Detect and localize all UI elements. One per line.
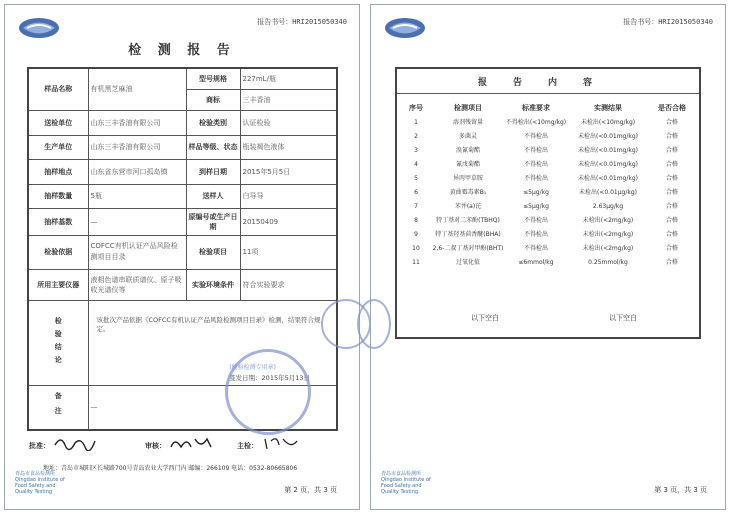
row-verdict: 合格: [665, 160, 678, 168]
remark-label: 备注: [28, 385, 88, 430]
reviewer-label: 审核：: [145, 442, 166, 450]
sample-base-label: 抽样基数: [28, 209, 88, 236]
row-verdict: 合格: [665, 146, 678, 154]
results-frame: [395, 67, 701, 339]
row-item: 异丙甲草胺: [452, 174, 483, 182]
sign-date: 签发日期：2015年5月13日: [229, 373, 310, 382]
results-table: [401, 101, 695, 269]
row-number: 10: [412, 244, 420, 252]
row-result: 未检出(<0.01mg/kg): [577, 132, 639, 140]
row-item: 过氧化值: [455, 258, 480, 266]
row-number: 9: [414, 230, 418, 238]
lab-address: 地址：青岛市城阳区长城路700号青岛农业大学西门内 邮编：266109 电话：0532-80665806: [43, 465, 298, 472]
row-number: 7: [414, 202, 418, 210]
table-row: [401, 227, 695, 241]
page-number: 第 2 页，共 3 页: [284, 486, 337, 494]
row-result: 未检出(<0.01mg/kg): [577, 146, 639, 154]
table-row: [401, 199, 695, 213]
model-label: 型号规格: [186, 68, 240, 89]
sample-qty-label: 抽样数量: [28, 184, 88, 209]
table-row: [401, 255, 695, 269]
equipment-label: 所用主要仪器: [28, 269, 88, 300]
row-result: 未检出(<0.01mg/kg): [577, 160, 639, 168]
row-result: 未检出(<2mg/kg): [582, 230, 634, 238]
trademark-value: 三丰香油: [240, 89, 337, 110]
blank-note-right: 以下空白: [609, 314, 637, 322]
footer-logo: 青岛市食品检测所 Qingdao Institute of Food Safety and Quality Testing: [15, 471, 65, 495]
row-verdict: 合格: [665, 174, 678, 182]
row-standard: 不得检出: [523, 160, 548, 168]
row-verdict: 合格: [665, 132, 678, 140]
header-standard: 标准要求: [522, 104, 550, 112]
table-row: [401, 115, 695, 129]
row-standard: 不得检出: [523, 244, 548, 252]
row-item: 2,6-二叔丁基对甲酚(BHT): [432, 244, 504, 252]
test-basis-value: COFCC有机认证产品风险检测项目目录: [88, 236, 186, 270]
sender-value: 山东三丰香油有限公司: [88, 110, 186, 135]
row-result: 未检出(<2mg/kg): [582, 244, 634, 252]
trademark-label: 商标: [186, 89, 240, 110]
row-result: 2.63μg/kg: [592, 202, 624, 210]
inspector-signature: [261, 435, 301, 451]
row-number: 3: [414, 146, 418, 154]
sampler-label: 送样人: [186, 184, 240, 209]
row-number: 5: [414, 174, 418, 182]
header-verdict: 是否合格: [658, 104, 686, 112]
approver-signature: [53, 435, 97, 451]
title-divider: [397, 93, 699, 94]
row-number: 8: [414, 216, 418, 224]
sample-base-value: —: [88, 209, 186, 236]
row-verdict: 合格: [665, 230, 678, 238]
report-page-2: [4, 4, 360, 510]
results-header-row: [401, 101, 695, 115]
conclusion-text: 该批次产品依据《COFCC有机认证产品风险检测项目目录》检测，结果符合规定。: [96, 315, 321, 333]
model-value: 227mL/瓶: [240, 68, 337, 89]
table-row: [401, 185, 695, 199]
sample-place-label: 抽样地点: [28, 160, 88, 185]
row-standard: 不得检出(<10mg/kg): [505, 118, 567, 126]
row-result: 未检出(<0.01μg/kg): [579, 188, 637, 196]
row-standard: 不得检出: [523, 132, 548, 140]
test-items-value: 11项: [240, 236, 337, 270]
row-verdict: 合格: [665, 118, 678, 126]
producer-value: 山东三丰香油有限公司: [88, 135, 186, 160]
row-item: 苯并(a)芘: [454, 202, 482, 210]
approver-label: 批准：: [29, 442, 50, 450]
grade-label: 样品等级、状态: [186, 135, 240, 160]
test-items-label: 检验项目: [186, 236, 240, 270]
row-item: 氰戊菊酯: [455, 160, 480, 168]
report-page-3: [370, 4, 726, 510]
row-item: 多菌灵: [458, 132, 477, 140]
reviewer-signature: [169, 435, 213, 451]
sample-qty-value: 5瓶: [88, 184, 186, 209]
row-item: 溴氰菊酯: [455, 146, 480, 154]
sample-name-value: 有机黑芝麻油: [88, 68, 186, 110]
equipment-value: 液相色谱串联质谱仪、原子吸收光谱仪等: [88, 269, 186, 300]
row-standard: 不得检出: [523, 174, 548, 182]
row-number: 6: [414, 188, 418, 196]
producer-label: 生产单位: [28, 135, 88, 160]
results-title: 报告内容: [477, 78, 618, 88]
row-standard: 不得检出: [523, 216, 548, 224]
institute-logo: [17, 15, 61, 41]
test-type-value: 认证检验: [240, 110, 337, 135]
row-verdict: 合格: [665, 244, 678, 252]
stamp-text: (检验检测专用章): [229, 363, 276, 371]
row-item: 特丁基对二苯酚(TBHQ): [436, 216, 500, 224]
page-number: 第 3 页，共 3 页: [654, 486, 707, 494]
test-basis-label: 检验依据: [28, 236, 88, 270]
batch-value: 20150409: [240, 209, 337, 236]
footer-logo: 青岛市食品检测所 Qingdao Institute of Food Safety and Quality Testing: [381, 471, 431, 495]
seam-seal: [357, 299, 391, 349]
report-number: 报告书号：HRI2015050340: [623, 18, 713, 26]
grade-value: 瓶装褐色液体: [240, 135, 337, 160]
row-number: 2: [414, 132, 418, 140]
remark-value: —: [88, 385, 337, 430]
row-item: 特丁基羟基茴香醚(BHA): [435, 230, 501, 238]
sender-label: 送检单位: [28, 110, 88, 135]
environment-value: 符合实验要求: [240, 269, 337, 300]
header-item: 检测项目: [454, 104, 482, 112]
header-no: 序号: [409, 104, 423, 112]
row-item: 黄曲霉毒素B₁: [449, 188, 487, 196]
table-row: [401, 143, 695, 157]
sample-place-value: 山东省东营市河口孤岛镇: [88, 160, 186, 185]
arrival-date-value: 2015年5月5日: [240, 160, 337, 185]
row-verdict: 合格: [665, 258, 678, 266]
row-number: 11: [412, 258, 420, 266]
table-row: [401, 213, 695, 227]
row-result: 未检出(<10mg/kg): [580, 118, 636, 126]
header-result: 实测结果: [594, 104, 622, 112]
row-result: 0.25mmol/kg: [588, 258, 628, 266]
inspector-label: 主检：: [237, 442, 258, 450]
environment-label: 实验环境条件: [186, 269, 240, 300]
sample-name-label: 样品名称: [28, 68, 88, 110]
table-row: [401, 157, 695, 171]
arrival-date-label: 到样日期: [186, 160, 240, 185]
row-number: 1: [414, 118, 418, 126]
test-type-label: 检验类别: [186, 110, 240, 135]
row-standard: ≤6mmol/kg: [518, 258, 554, 266]
sampler-value: 白导导: [240, 184, 337, 209]
blank-note-left: 以下空白: [471, 314, 499, 322]
row-standard: 不得检出: [523, 146, 548, 154]
row-verdict: 合格: [665, 216, 678, 224]
report-number: 报告书号：HRI2015050340: [257, 18, 347, 26]
row-verdict: 合格: [665, 188, 678, 196]
batch-label: 原编号或生产日期: [186, 209, 240, 236]
table-row: [401, 171, 695, 185]
report-title: 检 测 报 告: [128, 43, 236, 58]
inspection-seal: [225, 349, 311, 435]
row-standard: ≤5μg/kg: [523, 202, 549, 210]
table-row: [401, 241, 695, 255]
row-result: 未检出(<2mg/kg): [582, 216, 634, 224]
table-row: [401, 129, 695, 143]
row-result: 未检出(<0.01mg/kg): [577, 174, 639, 182]
conclusion-label: 检验结论: [28, 300, 88, 385]
row-standard: 不得检出: [523, 230, 548, 238]
row-number: 4: [414, 160, 418, 168]
row-item: 溶剂残留量: [452, 118, 483, 126]
row-standard: ≤5μg/kg: [523, 188, 549, 196]
row-verdict: 合格: [665, 202, 678, 210]
institute-logo: [383, 15, 427, 41]
